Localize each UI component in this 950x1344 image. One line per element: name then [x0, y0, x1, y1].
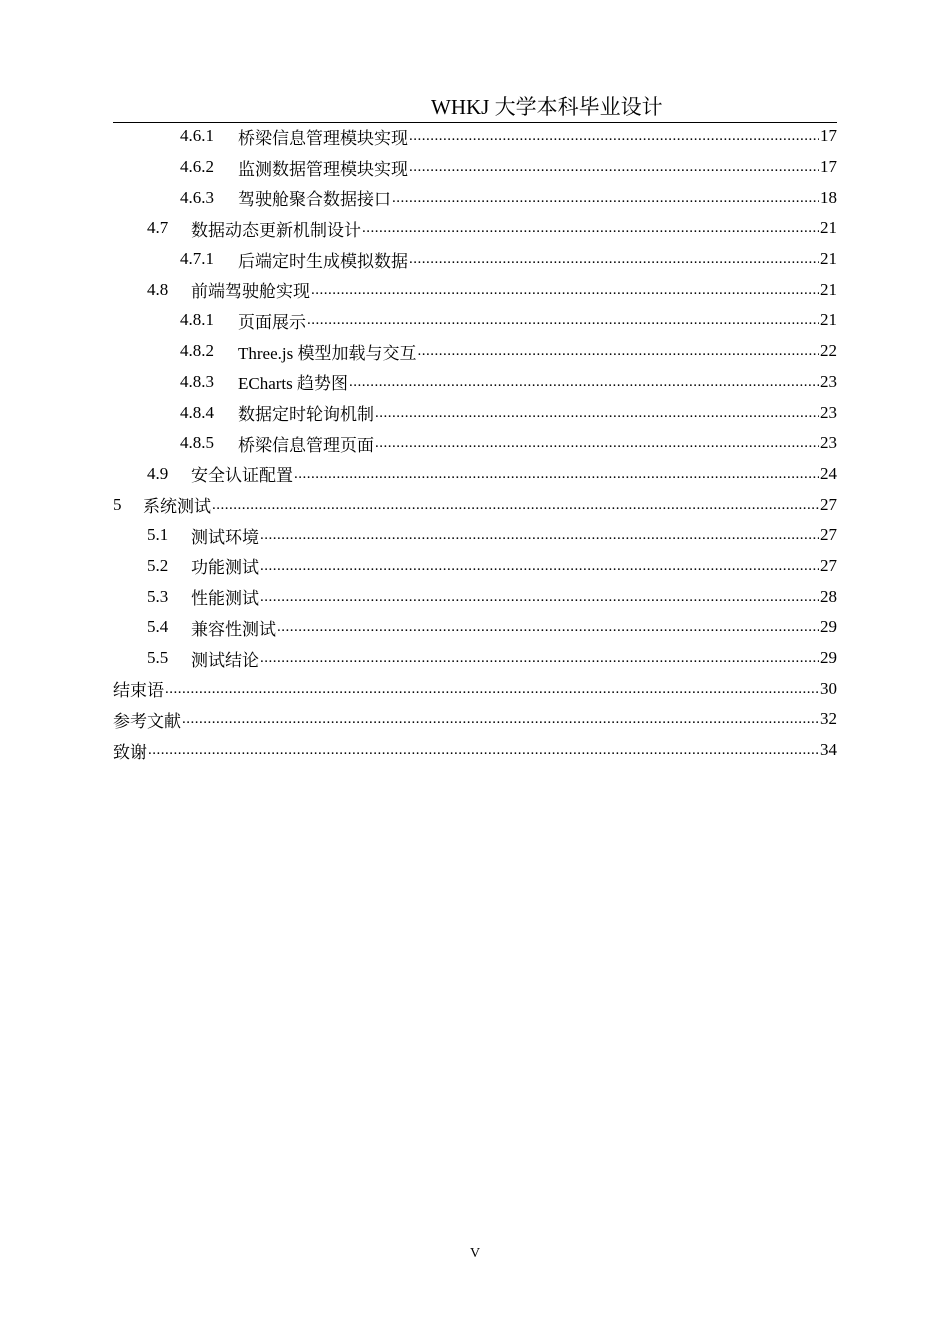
- toc-entry-title: 桥梁信息管理模块实现: [238, 128, 408, 148]
- toc-dot-leader: [349, 372, 819, 392]
- header-title: WHKJ 大学本科毕业设计: [431, 95, 663, 119]
- toc-entry-title: 数据动态更新机制设计: [191, 220, 361, 240]
- toc-entry-number: 4.7.1: [180, 249, 214, 269]
- toc-entry-page: 21: [820, 249, 837, 269]
- toc-dot-leader: [165, 679, 819, 699]
- toc-dot-leader: [375, 403, 819, 423]
- toc-entry-number: 4.6.3: [180, 187, 214, 207]
- toc-dot-leader: [260, 525, 819, 545]
- toc-entry-number: 4.8.3: [180, 371, 214, 391]
- toc-entry[interactable]: [113, 551, 837, 582]
- toc-entry-title: 监测数据管理模块实现: [238, 159, 408, 179]
- toc-entry-title: 结束语: [113, 681, 164, 701]
- toc-entry-title: 前端驾驶舱实现: [191, 282, 310, 302]
- toc-dot-leader: [212, 495, 819, 515]
- toc-dot-leader: [409, 249, 819, 269]
- toc-dot-leader: [417, 341, 819, 361]
- toc-entry-title: 致谢: [113, 742, 147, 762]
- toc-entry-title: ECharts 趋势图: [238, 374, 349, 394]
- toc-entry-title: 测试环境: [191, 527, 259, 547]
- toc-entry-title: 页面展示: [238, 312, 306, 332]
- toc-dot-leader: [294, 464, 819, 484]
- toc-entry-number: 4.7: [147, 218, 169, 238]
- toc-entry[interactable]: [113, 704, 837, 735]
- toc-dot-leader: [260, 648, 819, 668]
- toc-entry-title: 数据定时轮询机制: [238, 405, 374, 425]
- toc-entry-page: 27: [820, 555, 837, 575]
- table-of-contents: [113, 121, 837, 765]
- page-header: [113, 95, 837, 123]
- toc-dot-leader: [260, 556, 819, 576]
- toc-entry[interactable]: [113, 121, 837, 152]
- toc-entry-page: 17: [820, 126, 837, 146]
- toc-entry[interactable]: [113, 274, 837, 305]
- toc-entry-page: 21: [820, 218, 837, 238]
- toc-entry[interactable]: [113, 673, 837, 704]
- toc-entry-title: 功能测试: [191, 558, 259, 578]
- toc-entry-number: 4.8.4: [180, 402, 214, 422]
- toc-entry-page: 34: [820, 740, 837, 760]
- toc-entry-page: 27: [820, 525, 837, 545]
- toc-entry-title: 兼容性测试: [191, 619, 276, 639]
- toc-entry[interactable]: [113, 489, 837, 520]
- toc-entry-number: 5.5: [147, 648, 169, 668]
- toc-entry-number: 4.8.2: [180, 341, 214, 361]
- toc-entry[interactable]: [113, 643, 837, 674]
- toc-dot-leader: [362, 218, 819, 238]
- toc-entry-number: 5.3: [147, 586, 169, 606]
- toc-dot-leader: [148, 740, 819, 760]
- toc-entry[interactable]: [113, 244, 837, 275]
- toc-entry-title: 桥梁信息管理页面: [238, 435, 374, 455]
- toc-entry-title: 测试结论: [191, 650, 259, 670]
- toc-entry-number: 4.8.5: [180, 433, 214, 453]
- toc-entry-page: 28: [820, 586, 837, 606]
- toc-entry-title: 安全认证配置: [191, 466, 293, 486]
- toc-entry-page: 18: [820, 187, 837, 207]
- toc-entry[interactable]: [113, 735, 837, 766]
- toc-entry[interactable]: [113, 305, 837, 336]
- toc-entry[interactable]: [113, 612, 837, 643]
- toc-entry[interactable]: [113, 459, 837, 490]
- toc-dot-leader: [277, 617, 819, 637]
- toc-entry-page: 23: [820, 371, 837, 391]
- toc-entry-title: 系统测试: [143, 497, 211, 517]
- toc-entry-number: 4.6.2: [180, 157, 214, 177]
- toc-entry-page: 29: [820, 617, 837, 637]
- toc-entry[interactable]: [113, 397, 837, 428]
- toc-dot-leader: [409, 157, 819, 177]
- toc-entry[interactable]: [113, 336, 837, 367]
- toc-dot-leader: [392, 188, 819, 208]
- toc-entry-page: 21: [820, 279, 837, 299]
- toc-entry[interactable]: [113, 152, 837, 183]
- page-number: V: [469, 1246, 481, 1261]
- toc-entry-title: 后端定时生成模拟数据: [238, 251, 408, 271]
- toc-dot-leader: [409, 126, 819, 146]
- toc-entry-number: 4.8.1: [180, 310, 214, 330]
- toc-entry-page: 21: [820, 310, 837, 330]
- toc-entry-title: 驾驶舱聚合数据接口: [238, 190, 391, 210]
- toc-entry-title: 性能测试: [191, 589, 259, 609]
- toc-entry-page: 17: [820, 157, 837, 177]
- toc-entry-page: 29: [820, 648, 837, 668]
- toc-entry-page: 30: [820, 678, 837, 698]
- toc-entry[interactable]: [113, 581, 837, 612]
- toc-dot-leader: [311, 280, 819, 300]
- toc-entry-title: 参考文献: [113, 711, 181, 731]
- toc-entry-page: 22: [820, 341, 837, 361]
- toc-dot-leader: [182, 709, 819, 729]
- toc-entry-number: 5.2: [147, 555, 169, 575]
- toc-dot-leader: [260, 587, 819, 607]
- toc-entry[interactable]: [113, 520, 837, 551]
- toc-entry-number: 4.9: [147, 463, 169, 483]
- toc-entry-page: 23: [820, 402, 837, 422]
- toc-entry-page: 24: [820, 463, 837, 483]
- toc-entry-number: 5: [113, 494, 122, 514]
- toc-dot-leader: [375, 433, 819, 453]
- toc-entry-page: 32: [820, 709, 837, 729]
- toc-entry-title: Three.js 模型加载与交互: [238, 343, 417, 363]
- toc-entry-number: 5.1: [147, 525, 169, 545]
- toc-entry-page: 27: [820, 494, 837, 514]
- toc-entry[interactable]: [113, 367, 837, 398]
- toc-entry-number: 4.6.1: [180, 126, 214, 146]
- toc-entry-number: 4.8: [147, 279, 169, 299]
- toc-entry[interactable]: [113, 182, 837, 213]
- toc-entry[interactable]: [113, 213, 837, 244]
- toc-entry-number: 5.4: [147, 617, 169, 637]
- toc-entry-page: 23: [820, 433, 837, 453]
- toc-entry[interactable]: [113, 428, 837, 459]
- toc-dot-leader: [307, 310, 819, 330]
